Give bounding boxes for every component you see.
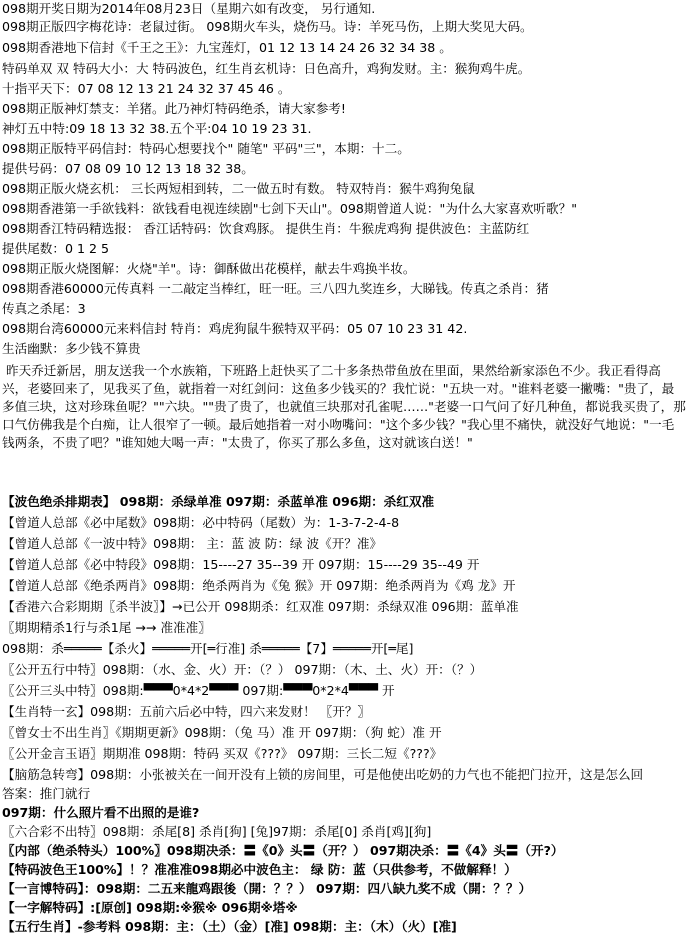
line-38: 【一言博特码】：098期：二五来龍鸡跟後（開：？？） 097期：四八缺九奖不成（開：？？） bbox=[2, 881, 532, 896]
line-2: 098期正版四字梅花诗：老鼠过街。 098期火车头，烧伤马。诗：羊死马伤，上期大奖见大码。 bbox=[2, 19, 533, 34]
line-34: 097期：什么照片看不出照的是谁? bbox=[2, 805, 200, 820]
line-21: 【曾道人总部《一波中特》098期： 主：蓝 波 防：绿 波《开？准》 bbox=[2, 536, 383, 551]
line-3: 098期香港地下信封《千王之王》：九宝莲灯，01 12 13 14 24 26 32 34 38 。 bbox=[2, 40, 452, 55]
line-40: 【五行生肖】-参考料 098期：主：（土）（金）[准] 098期：主：（木）（火）[准] bbox=[2, 919, 457, 934]
line-8: 098期正版特平码信封：特码心想要找个" 随笔" 平码"三"，本期：十二。 bbox=[2, 141, 410, 156]
line-13: 提供尾数：0 1 2 5 bbox=[2, 241, 110, 256]
line-20: 【曾道人总部《必中尾数》098期：必中特码（尾数）为：1-3-7-2-4-8 bbox=[2, 515, 400, 530]
line-28: 〖公开三头中特〗098期:▀▀▀0*4*2▀▀▀ 097期:▀▀▀0*2*4▀▀▀ 开 bbox=[2, 683, 395, 698]
line-7: 神灯五中特:09 18 13 32 38.五个平:04 10 19 23 31. bbox=[2, 121, 312, 136]
line-9: 提供号码：07 08 09 10 12 13 18 32 38。 bbox=[2, 161, 254, 176]
line-26: 098期：杀═════【杀火】═════开[═行准] 杀═════【7】═════开[═尾] bbox=[2, 641, 414, 656]
line-39: 【一字解特码】:[原创] 098期:※猴※ 096期※塔※ bbox=[2, 900, 298, 915]
line-12: 098期香江特码精选报： 香江话特码：饮食鸡豚。 提供生肖：牛猴虎鸡狗 提供波色：主蓝防红 bbox=[2, 221, 530, 236]
line-18: 生活幽默：多少钱不算贵 bbox=[2, 341, 141, 356]
line-27: 〖公开五行中特〗098期：（水、金、火）开：（？） 097期：（木、土、火）开：（？） bbox=[2, 662, 483, 677]
line-15: 098期香港60000元传真料 一二敲定当棒红，旺一旺。三八四九奖连乡，大睇钱。传真之杀肖：猪 bbox=[2, 281, 549, 296]
line-24: 【香港六合彩期期〖杀半波〗】→已公开 098期杀：红双准 097期：杀绿双准 096期：蓝单准 bbox=[2, 599, 519, 614]
line-6: 098期正版神灯禁支：羊猪。此乃神灯特码绝杀，请大家参考! bbox=[2, 101, 346, 116]
line-14: 098期正版火烧图解：火烧"羊"。诗：御酥做出花模样，献去牛鸡换半妆。 bbox=[2, 261, 416, 276]
line-16: 传真之杀尾：3 bbox=[2, 301, 86, 316]
line-31: 〖公开金言玉语〗期期准 098期：特码 买双《???》 097期：三长二短《???》 bbox=[2, 746, 443, 761]
line-30: 〖曾女士不出生肖〗《期期更新》098期：（兔 马）准 开 097期：（狗 蛇）准 开 bbox=[2, 725, 442, 740]
line-35: 〖六合彩不出特〗098期：杀尾[8] 杀肖[狗] [兔]97期：杀尾[0] 杀肖[鸡][狗] bbox=[2, 824, 432, 839]
line-37: 【特码波色王100%】！？准准准098期必中波色主： 绿 防：蓝（只供参考，不做解释！） bbox=[2, 862, 517, 877]
line-33: 答案：推门就行 bbox=[2, 786, 91, 801]
line-23: 【曾道人总部《绝杀两肖》098期：绝杀两肖为《兔 猴》开 097期：绝杀两肖为《鸡 龙》开 bbox=[2, 578, 516, 593]
line-1: 098期开奖日期为2014年08月23日（星期六如有改变， 另行通知. bbox=[2, 1, 376, 16]
line-17: 098期台湾60000元来料信封 特肖：鸡虎狗鼠牛猴特双平码：05 07 10 23 31 42. bbox=[2, 321, 468, 336]
line-5: 十指平天下：07 08 12 13 21 24 32 37 45 46 。 bbox=[2, 81, 291, 96]
line-25: 〖期期精杀1行与杀1尾 →→ 准准准〗 bbox=[2, 620, 211, 635]
line-36: 〖内部（绝杀特头）100%〗098期决杀：〓《0》头〓（开？） 097期决杀：〓《4》头〓（开?） bbox=[2, 843, 564, 858]
line-32: 【脑筋急转弯】098期：小张被关在一间开没有上锁的房间里，可是他使出吃奶的力气也不能把门拉开，这是怎么回 bbox=[2, 767, 644, 782]
line-19: 【波色绝杀排期表】 098期：杀绿单准 097期：杀蓝单准 096期：杀红双准 bbox=[2, 494, 435, 509]
line-4: 特码单双 双 特码大小：大 特码波色，红生肖玄机诗：日色高升，鸡狗发财。主：猴狗鸡牛虎。 bbox=[2, 61, 531, 76]
line-22: 【曾道人总部《必中特段》098期：15----27 35--39 开 097期：15----29 35--49 开 bbox=[2, 557, 480, 572]
line-10: 098期正版火烧玄机： 三长两短相到转，二一做五时有数。 特双特肖：猴牛鸡狗兔鼠 bbox=[2, 181, 475, 196]
line-29: 【生肖特一玄】098期：五前六后必中特，四六来发财！ 〖开？〗 bbox=[2, 704, 371, 719]
line-11: 098期香港第一手欲钱料：欲钱看电视连续剧"七剑下天山"。098期曾道人说："为什么大家喜欢听歌？" bbox=[2, 201, 577, 216]
humor-story: 昨天乔迁新居，朋友送我一个水族箱，下班路上赶快买了二十多条热带鱼放在里面，果然给新家添色不少。我正看得高兴，老婆回来了，见我买了鱼，就指着一对红剑问：这鱼多少钱买的？我忙说："五块一对。"谁料老婆一撇嘴："贵了，最多值三块，这对珍珠鱼呢？""六块。""贵了贵了，也就值三块那对孔雀呢……"老婆一口气问了好几种鱼，都说我买贵了，那口气仿佛我是个白痴，让人很窄了一顿。最后她指着一对小吻嘴问："这个多少钱？"我心里不痛快，就没好气地说："一毛钱两条，不贵了吧？"谁知她大喝一声："太贵了，你买了那么多鱼，这对就该白送！" bbox=[2, 363, 686, 451]
